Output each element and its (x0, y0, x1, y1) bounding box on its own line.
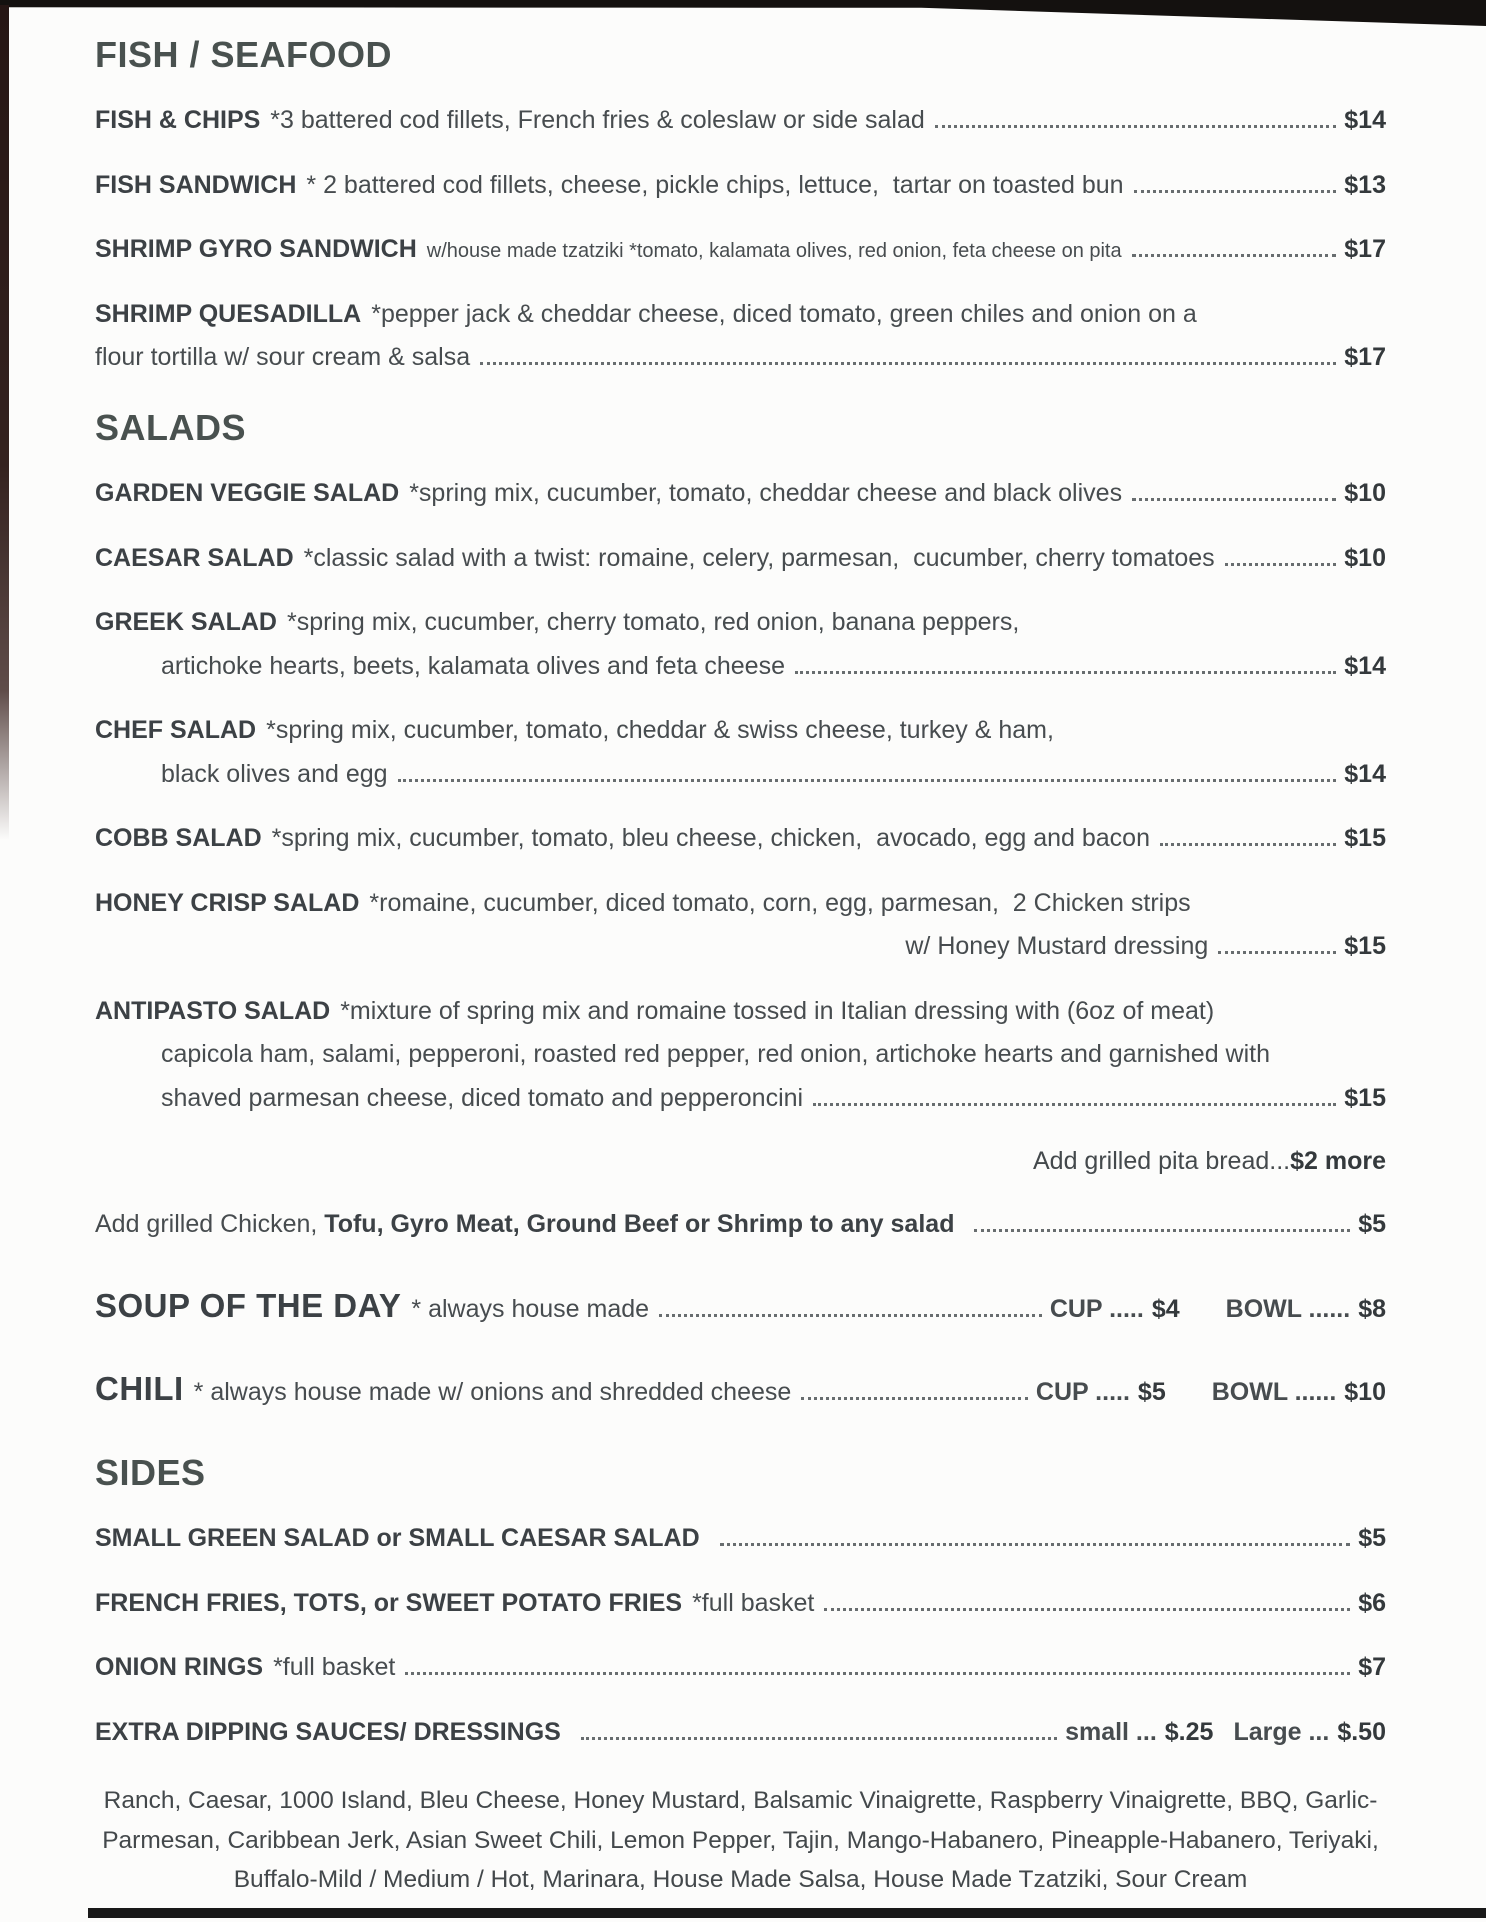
item-description: *3 battered cod fillets, French fries & coleslaw or side salad (270, 106, 925, 135)
cup-price: $5 (1137, 1378, 1166, 1407)
menu-item-caesar-salad (95, 543, 1386, 575)
dotted-leader (659, 1314, 1042, 1317)
menu-item-shrimp-gyro-sandwich (95, 234, 1386, 266)
item-name: FISH & CHIPS (95, 106, 261, 135)
item-description: w/house made tzatziki *tomato, kalamata olives, red onion, feta cheese on pita (426, 240, 1122, 263)
dotted-leader (935, 125, 1337, 128)
item-price: $10 (1344, 479, 1386, 508)
menu-item-chef-salad-cont (95, 759, 1386, 791)
item-name: FRENCH FRIES, TOTS, or SWEET POTATO FRIES (95, 1588, 683, 1617)
large-size-label: Large ... (1233, 1717, 1330, 1746)
section-title-sides: SIDES (95, 1451, 206, 1493)
menu-item-cobb-salad (95, 823, 1386, 855)
dotted-leader (974, 1229, 1350, 1232)
menu-item-fries-tots (95, 1588, 1386, 1620)
dotted-leader (795, 671, 1336, 674)
item-description: *full basket (273, 1653, 396, 1682)
salad-protein-addon (95, 1209, 1386, 1241)
item-description-continued: capicola ham, salami, pepperoni, roasted red pepper, red onion, artichoke hearts and garnished with (161, 1040, 1271, 1069)
item-price: $15 (1344, 824, 1386, 853)
item-description: *spring mix, cucumber, tomato, bleu cheese, chicken, avocado, egg and bacon (271, 824, 1150, 853)
menu-item-soup-of-the-day (95, 1285, 1386, 1327)
item-description-continued: shaved parmesan cheese, diced tomato and pepperoncini (161, 1083, 804, 1112)
menu-item-shrimp-quesadilla (95, 299, 1386, 331)
item-description-continued: artichoke hearts, beets, kalamata olives and feta cheese (161, 651, 785, 680)
note-price: $2 more (1290, 1147, 1386, 1176)
item-description: *mixture of spring mix and romaine tossed in Italian dressing with (6oz of meat) (340, 996, 1215, 1025)
item-description: * always house made w/ onions and shredded cheese (193, 1378, 792, 1407)
item-name: SMALL GREEN SALAD or SMALL CAESAR SALAD (95, 1524, 700, 1553)
bowl-price: $8 (1358, 1294, 1386, 1323)
item-description-continued: flour tortilla w/ sour cream & salsa (95, 343, 471, 372)
item-name: CAESAR SALAD (95, 543, 294, 572)
item-price: $6 (1358, 1588, 1386, 1617)
item-description-continued: w/ Honey Mustard dressing (905, 932, 1209, 961)
menu-item-extra-dipping-sauces (95, 1717, 1386, 1749)
menu-item-antipasto-salad (95, 996, 1386, 1028)
scan-left-edge-artifact (0, 5, 9, 840)
menu-item-onion-rings (95, 1652, 1386, 1684)
large-size-price: $.50 (1337, 1717, 1386, 1746)
dotted-leader (398, 779, 1337, 782)
dotted-leader (480, 362, 1336, 365)
item-description: * always house made (411, 1294, 650, 1323)
item-name: SOUP OF THE DAY (95, 1286, 402, 1324)
bowl-label: BOWL ...... (1225, 1294, 1351, 1323)
item-description: *spring mix, cucumber, tomato, cheddar & swiss cheese, turkey & ham, (266, 716, 1054, 745)
item-description: * 2 battered cod fillets, cheese, pickle chips, lettuce, tartar on toasted bun (306, 170, 1124, 199)
menu-item-fish-and-chips (95, 105, 1386, 137)
menu-item-chili (95, 1368, 1386, 1410)
pita-bread-note (95, 1147, 1386, 1176)
dotted-leader (1160, 843, 1336, 846)
item-name: SHRIMP QUESADILLA (95, 299, 362, 328)
item-name: CHILI (95, 1370, 184, 1408)
menu-item-small-salad (95, 1523, 1386, 1555)
menu-item-shrimp-quesadilla-cont (95, 342, 1386, 374)
small-size-price: $.25 (1164, 1717, 1214, 1746)
menu-item-fish-sandwich (95, 170, 1386, 202)
item-description-continued: black olives and egg (161, 759, 388, 788)
item-price: $5 (1358, 1524, 1386, 1553)
item-price: $10 (1344, 543, 1386, 572)
dotted-leader (1134, 190, 1337, 193)
small-size-label: small ... (1065, 1717, 1157, 1746)
item-price: $15 (1344, 1083, 1386, 1112)
item-name: SHRIMP GYRO SANDWICH (95, 235, 417, 264)
dotted-leader (1132, 254, 1337, 257)
dotted-leader (720, 1543, 1351, 1546)
sauces-flavors-list: Ranch, Caesar, 1000 Island, Bleu Cheese, Honey Mustard, Balsamic Vinaigrette, Raspberry Vinaigrette, BBQ, Garlic-Parmesan, Caribbean Jerk, Asian Sweet Chili, Lemon Pepper, Tajin, Mango-Habanero, Pineapple-Habanero, Teriyaki, Buffalo-Mild / Medium / Hot, Marinara, House Made Salsa, House Made Tzatziki, Sour Cream (102, 1787, 1379, 1893)
cup-price: $4 (1151, 1294, 1180, 1323)
item-name: CHEF SALAD (95, 716, 257, 745)
dotted-leader (1225, 563, 1337, 566)
menu-content (95, 22, 1386, 1899)
dotted-leader (824, 1608, 1350, 1611)
item-name: FISH SANDWICH (95, 170, 297, 199)
menu-item-honey-crisp-salad-cont (95, 931, 1386, 963)
item-name: ANTIPASTO SALAD (95, 996, 331, 1025)
item-name: COBB SALAD (95, 824, 262, 853)
menu-item-honey-crisp-salad (95, 888, 1386, 920)
dotted-leader (1218, 951, 1336, 954)
dotted-leader (813, 1103, 1336, 1106)
dotted-leader (1132, 498, 1336, 501)
dotted-leader (581, 1737, 1057, 1740)
item-price: $17 (1344, 343, 1386, 372)
bowl-price: $10 (1344, 1378, 1386, 1407)
dotted-leader (801, 1397, 1028, 1400)
note-label: Add grilled pita bread... (1033, 1147, 1291, 1176)
item-name: GREEK SALAD (95, 608, 277, 637)
item-price: $14 (1344, 651, 1386, 680)
item-description: *full basket (692, 1588, 815, 1617)
item-name: HONEY CRISP SALAD (95, 888, 360, 917)
addon-prefix: Add grilled Chicken, (95, 1210, 325, 1239)
item-description: *spring mix, cucumber, tomato, cheddar cheese and black olives (409, 479, 1123, 508)
item-price: $14 (1344, 106, 1386, 135)
dotted-leader (405, 1672, 1350, 1675)
item-price: $7 (1358, 1653, 1386, 1682)
section-title-fish-seafood: FISH / SEAFOOD (95, 34, 393, 75)
menu-item-antipasto-salad-cont2 (95, 1083, 1386, 1115)
cup-label: CUP ..... (1049, 1294, 1144, 1323)
menu-item-greek-salad (95, 607, 1386, 639)
item-description: *romaine, cucumber, diced tomato, corn, egg, parmesan, 2 Chicken strips (369, 888, 1191, 917)
section-title-salads: SALADS (95, 406, 247, 448)
item-name: GARDEN VEGGIE SALAD (95, 479, 400, 508)
addon-bold-text: Tofu, Gyro Meat, Ground Beef or Shrimp to any salad (324, 1210, 955, 1239)
menu-item-greek-salad-cont (95, 651, 1386, 683)
scan-bottom-edge-artifact (88, 1908, 1486, 1918)
menu-item-garden-veggie-salad (95, 478, 1386, 510)
item-price: $15 (1344, 932, 1386, 961)
item-price: $13 (1344, 170, 1386, 199)
item-price: $14 (1344, 759, 1386, 788)
bowl-label: BOWL ...... (1211, 1378, 1337, 1407)
item-description: *classic salad with a twist: romaine, celery, parmesan, cucumber, cherry tomatoes (303, 543, 1215, 572)
item-description: *spring mix, cucumber, cherry tomato, red onion, banana peppers, (286, 608, 1020, 637)
menu-item-chef-salad (95, 715, 1386, 747)
item-price: $17 (1344, 235, 1386, 264)
item-name: ONION RINGS (95, 1653, 264, 1682)
menu-item-antipasto-salad-cont1 (95, 1039, 1386, 1071)
cup-label: CUP ..... (1035, 1378, 1130, 1407)
addon-price: $5 (1358, 1210, 1386, 1239)
item-description: *pepper jack & cheddar cheese, diced tomato, green chiles and onion on a (371, 299, 1197, 328)
item-name: EXTRA DIPPING SAUCES/ DRESSINGS (95, 1717, 561, 1746)
